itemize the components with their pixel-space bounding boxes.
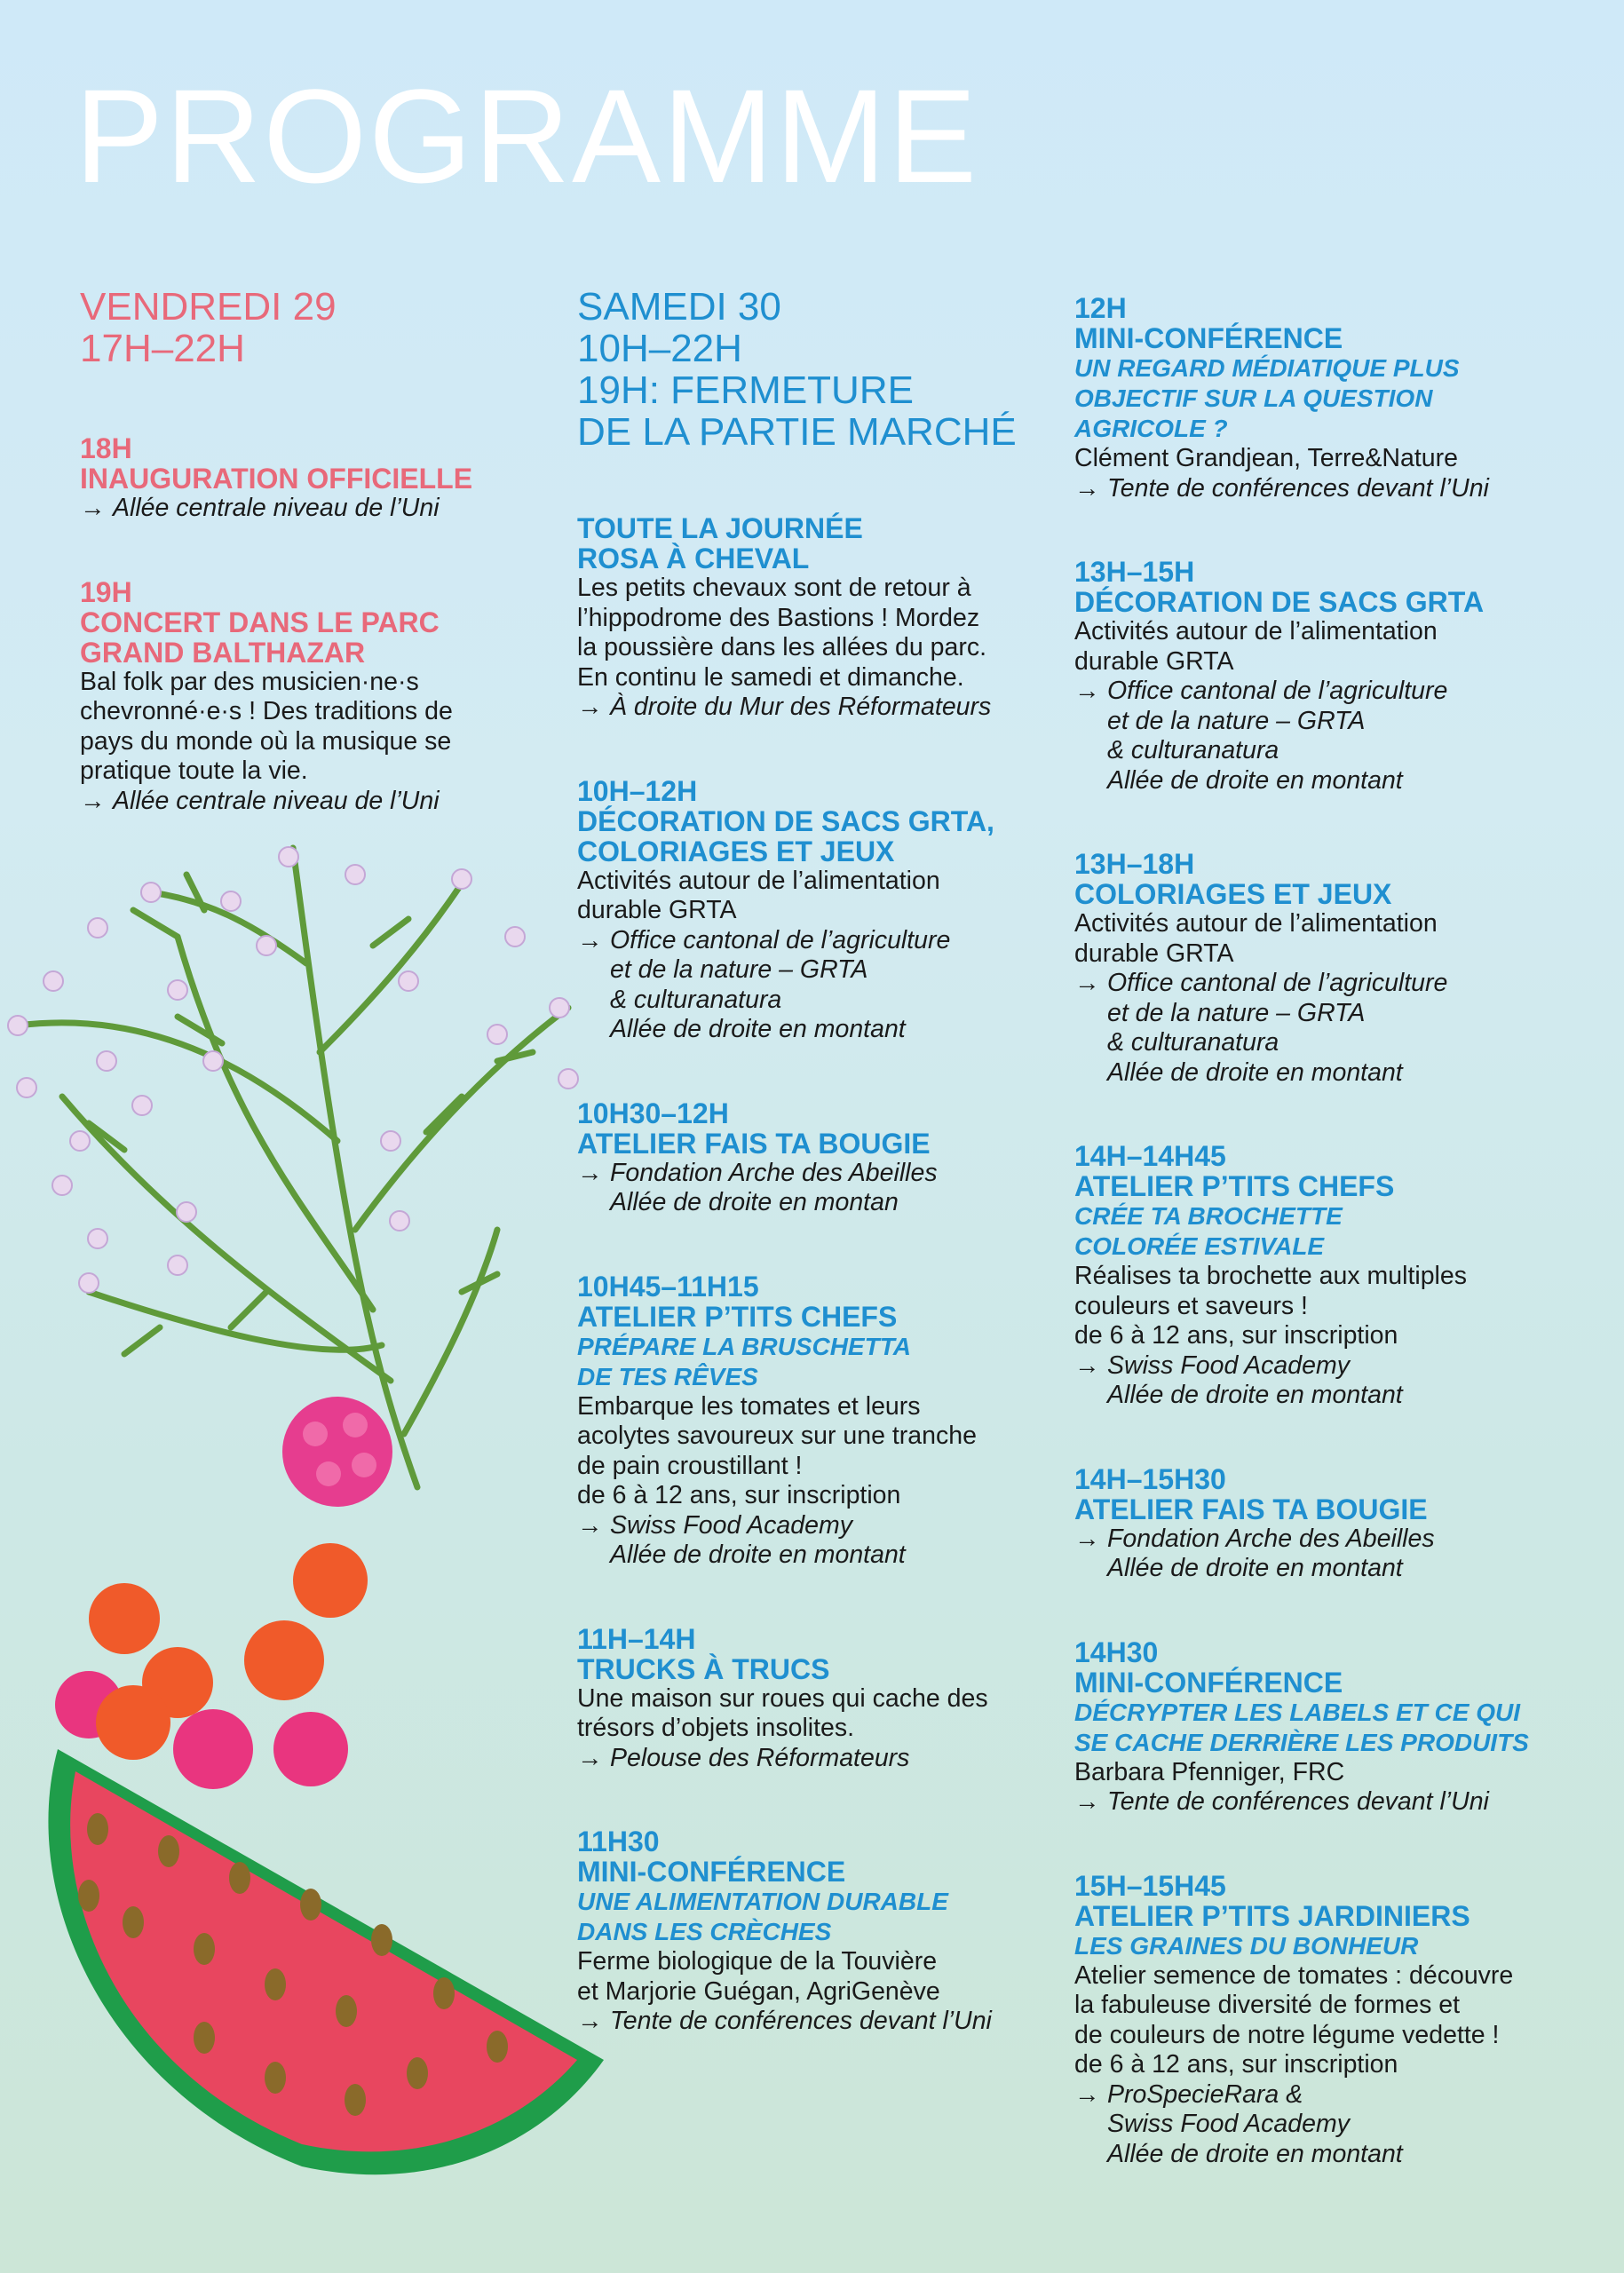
event-time: 19H bbox=[80, 575, 132, 608]
arrow-right-icon: → bbox=[1074, 1350, 1100, 1380]
event-title-line2: GRAND BALTHAZAR bbox=[80, 636, 366, 669]
event-mini-conference-14h30 bbox=[1074, 1637, 1572, 1818]
event-ptits-jardiniers bbox=[1074, 1871, 1572, 2170]
saturday-closing-line2: DE LA PARTIE MARCHÉ bbox=[577, 410, 1017, 454]
event-title: TRUCKS À TRUCS bbox=[577, 1652, 830, 1685]
herb-sprig-icon bbox=[18, 848, 568, 1487]
event-atelier-bougie bbox=[577, 1098, 1057, 1218]
event-time: 11H–14H bbox=[577, 1622, 696, 1655]
event-atelier-ptits-chefs bbox=[577, 1271, 1057, 1571]
arrow-right-icon: → bbox=[1074, 473, 1100, 503]
event-mini-conference-1130 bbox=[577, 1826, 1057, 2037]
friday-hours: 17H–22H bbox=[80, 327, 245, 370]
arrow-right-icon: → bbox=[577, 1743, 603, 1772]
event-description: Activités autour de l’alimentation durable GRTA bbox=[1074, 909, 1438, 968]
friday-column bbox=[80, 286, 542, 816]
event-time: 18H bbox=[80, 432, 132, 464]
event-location: → Office cantonal de l’agriculture et de la nature – GRTA & culturanatura Allée de droite en montant bbox=[1074, 677, 1448, 795]
event-location: → Allée centrale niveau de l’Uni bbox=[80, 494, 440, 522]
event-subtitle: UNE ALIMENTATION DURABLE DANS LES CRÈCHES bbox=[577, 1888, 948, 1945]
event-time: 15H–15H45 bbox=[1074, 1869, 1226, 1902]
berries-icon bbox=[55, 1543, 368, 1789]
event-description: Une maison sur roues qui cache des trésors d’objets insolites. bbox=[577, 1683, 988, 1742]
event-trucks-a-trucs bbox=[577, 1624, 1057, 1774]
arrow-right-icon: → bbox=[577, 1158, 603, 1187]
saturday-closing: 19H: FERMETURE bbox=[577, 368, 914, 412]
event-description: Barbara Pfenniger, FRC bbox=[1074, 1757, 1345, 1786]
event-time: 10H30–12H bbox=[577, 1097, 729, 1129]
event-location: → Allée centrale niveau de l’Uni bbox=[80, 786, 440, 815]
event-decoration-sacs bbox=[577, 776, 1057, 1045]
event-friday-19h bbox=[80, 577, 542, 817]
raspberry-icon bbox=[282, 1397, 392, 1507]
page-title: PROGRAMME bbox=[75, 61, 979, 210]
event-time: 13H–18H bbox=[1074, 848, 1195, 880]
event-location: → Office cantonal de l’agriculture et de la nature – GRTA & culturanatura Allée de droite en montant bbox=[1074, 969, 1448, 1087]
arrow-right-icon: → bbox=[577, 693, 603, 721]
event-location: → Tente de conférences devant l’Uni bbox=[577, 2007, 992, 2035]
event-title: MINI-CONFÉRENCE bbox=[1074, 322, 1343, 354]
event-title: INAUGURATION OFFICIELLE bbox=[80, 463, 473, 495]
event-rosa-a-cheval bbox=[577, 513, 1057, 723]
event-title: ATELIER FAIS TA BOUGIE bbox=[577, 1127, 931, 1160]
event-subtitle: CRÉE TA BROCHETTE COLORÉE ESTIVALE bbox=[1074, 1202, 1343, 1260]
arrow-right-icon: → bbox=[1074, 969, 1100, 997]
event-title: ATELIER P’TITS CHEFS bbox=[1074, 1170, 1395, 1202]
event-subtitle: UN REGARD MÉDIATIQUE PLUS OBJECTIF SUR LA QUESTION AGRICOLE ? bbox=[1074, 354, 1460, 442]
event-description: Activités autour de l’alimentation durable GRTA bbox=[1074, 617, 1438, 676]
event-time: TOUTE LA JOURNÉE bbox=[577, 512, 863, 544]
saturday-continued-column bbox=[1074, 286, 1572, 2169]
event-description: Ferme biologique de la Touvière et Marjorie Guégan, AgriGenève bbox=[577, 1947, 940, 2006]
arrow-right-icon: → bbox=[577, 2007, 603, 2035]
arrow-right-icon: → bbox=[1074, 677, 1100, 705]
event-title: MINI-CONFÉRENCE bbox=[1074, 1666, 1343, 1699]
event-time: 13H–15H bbox=[1074, 556, 1195, 588]
event-bougie-14h bbox=[1074, 1464, 1572, 1584]
arrow-right-icon: → bbox=[1074, 1524, 1100, 1553]
watermelon-icon bbox=[48, 1749, 604, 2174]
event-location: → Office cantonal de l’agriculture et de la nature – GRTA & culturanatura Allée de droite en montant bbox=[577, 925, 951, 1043]
arrow-right-icon: → bbox=[577, 1510, 603, 1540]
event-title: ATELIER P’TITS CHEFS bbox=[577, 1300, 898, 1333]
event-coloriages-13h bbox=[1074, 849, 1572, 1088]
event-ptits-chefs-14h bbox=[1074, 1141, 1572, 1411]
event-location: → Fondation Arche des Abeilles Allée de droite en montant bbox=[1074, 1524, 1435, 1582]
event-title-line2: COLORIAGES ET JEUX bbox=[577, 835, 895, 867]
arrow-right-icon: → bbox=[1074, 1787, 1100, 1816]
event-description: Bal folk par des musicien·ne·s chevronné·e·s ! Des traditions de pays du monde où la musique se pratique toute la vie. bbox=[80, 667, 453, 785]
arrow-right-icon: → bbox=[80, 494, 106, 522]
event-location: → Swiss Food Academy Allée de droite en montant bbox=[1074, 1350, 1403, 1409]
event-location: → ProSpecieRara & Swiss Food Academy Allée de droite en montant bbox=[1074, 2079, 1403, 2168]
event-location: → Fondation Arche des Abeilles Allée de droite en montan bbox=[577, 1158, 938, 1216]
event-title: ATELIER FAIS TA BOUGIE bbox=[1074, 1493, 1428, 1525]
event-decoration-sacs-13h bbox=[1074, 557, 1572, 796]
event-time: 10H45–11H15 bbox=[577, 1270, 759, 1303]
event-description: Activités autour de l’alimentation durable GRTA bbox=[577, 866, 940, 924]
event-time: 14H–15H30 bbox=[1074, 1462, 1226, 1495]
event-location: → Tente de conférences devant l’Uni bbox=[1074, 473, 1489, 503]
event-time: 11H30 bbox=[577, 1826, 660, 1857]
event-title: CONCERT DANS LE PARC bbox=[80, 606, 440, 638]
event-subtitle: DÉCRYPTER LES LABELS ET CE QUI SE CACHE DERRIÈRE LES PRODUITS bbox=[1074, 1698, 1529, 1756]
event-time: 10H–12H bbox=[577, 774, 698, 807]
event-time: 14H–14H45 bbox=[1074, 1140, 1226, 1172]
event-description: Clément Grandjean, Terre&Nature bbox=[1074, 444, 1458, 472]
event-title: COLORIAGES ET JEUX bbox=[1074, 878, 1392, 910]
event-title: DÉCORATION DE SACS GRTA, bbox=[577, 804, 994, 837]
event-description: Réalises ta brochette aux multiples couleurs et saveurs ! de 6 à 12 ans, sur inscription bbox=[1074, 1262, 1467, 1350]
fruit-illustration bbox=[0, 830, 622, 2189]
saturday-header bbox=[577, 286, 1057, 453]
arrow-right-icon: → bbox=[1074, 2079, 1100, 2109]
event-description: Les petits chevaux sont de retour à l’hippodrome des Bastions ! Mordez la poussière dans les allées du parc. En continu le samedi et dimanche. bbox=[577, 574, 987, 692]
event-mini-conference-12h bbox=[1074, 293, 1572, 503]
arrow-right-icon: → bbox=[80, 786, 106, 815]
event-title: MINI-CONFÉRENCE bbox=[577, 1856, 846, 1888]
event-title: DÉCORATION DE SACS GRTA bbox=[1074, 586, 1485, 618]
saturday-column bbox=[577, 286, 1057, 2037]
friday-date: VENDREDI 29 bbox=[80, 285, 337, 329]
friday-header bbox=[80, 286, 542, 369]
saturday-date: SAMEDI 30 bbox=[577, 285, 781, 329]
event-location: → Pelouse des Réformateurs bbox=[577, 1743, 910, 1772]
event-subtitle: PRÉPARE LA BRUSCHETTA DE TES RÊVES bbox=[577, 1332, 911, 1390]
event-location: → À droite du Mur des Réformateurs bbox=[577, 693, 992, 721]
event-time: 12H bbox=[1074, 292, 1127, 324]
event-description: Atelier semence de tomates : découvre la fabuleuse diversité de formes et de couleurs de notre légume vedette ! de 6 à 12 ans, sur inscription bbox=[1074, 1960, 1514, 2079]
event-description: Embarque les tomates et leurs acolytes savoureux sur une tranche de pain croustillant ! de 6 à 12 ans, sur inscription bbox=[577, 1391, 977, 1509]
event-friday-18h bbox=[80, 433, 542, 524]
event-time: 14H30 bbox=[1074, 1635, 1159, 1668]
event-subtitle: LES GRAINES DU BONHEUR bbox=[1074, 1931, 1419, 1960]
arrow-right-icon: → bbox=[577, 925, 603, 954]
event-title: ROSA À CHEVAL bbox=[577, 543, 810, 574]
event-location: → Swiss Food Academy Allée de droite en montant bbox=[577, 1510, 906, 1569]
event-title: ATELIER P’TITS JARDINIERS bbox=[1074, 1899, 1470, 1932]
event-location: → Tente de conférences devant l’Uni bbox=[1074, 1787, 1489, 1816]
saturday-hours: 10H–22H bbox=[577, 327, 742, 370]
